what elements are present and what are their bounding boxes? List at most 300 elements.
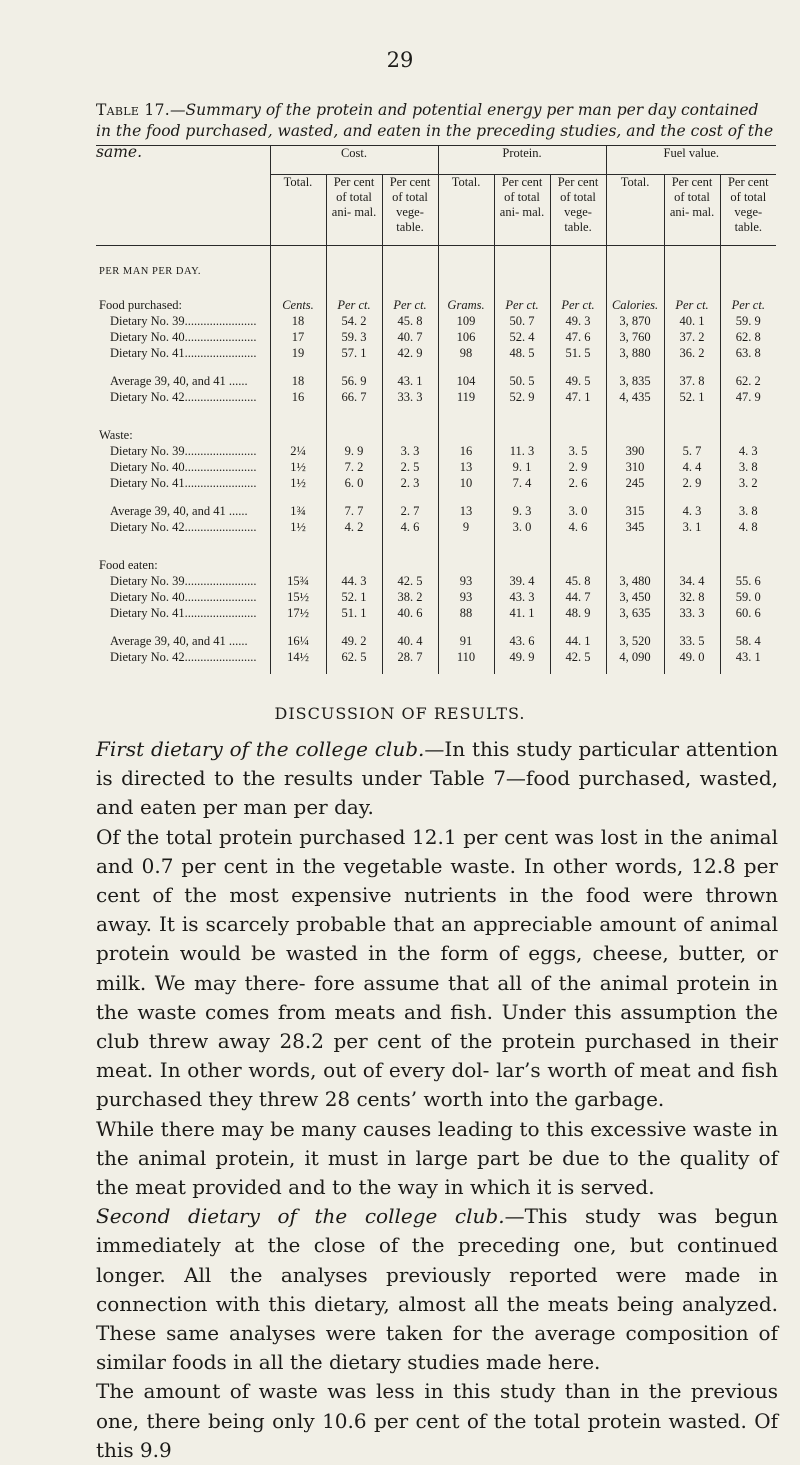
paragraph-text: Of the total protein purchased 12.1 per cent was lost in the animal and 0.7 per cent in the vegetable waste. In other words, 12.8 per cent of the most expensive nutrients in the food were thrown away. It is scarcely probable that an appreciable amount of animal protein would be wasted in the form of eggs, cheese, butter, or milk. We may there- fore assume that all of the animal protein in the waste comes from meats and fish. Under this assumption the club threw away 28.2 per cent of the protein purchased in their meat. In other words, out of every dol- lar’s worth of meat and fish purchased they threw 28 cents’ worth into the garbage. <box>96 824 778 1112</box>
table-cell: 2¼ <box>270 444 326 460</box>
table-cell: 16¼ <box>270 634 326 650</box>
table-cell: 4, 090 <box>606 650 664 666</box>
spacer-cell <box>606 536 664 558</box>
row-label: Dietary No. 41....................... <box>110 476 257 490</box>
table-cell: 28. 7 <box>382 650 438 666</box>
paragraph-lead: Second dietary of the college club. <box>96 1204 505 1229</box>
paragraph-text: While there may be many causes leading to this excessive waste in the animal protein, it must in large part be due to the quality of the meat provided and to the way in which it is served. <box>96 1116 778 1200</box>
table-cell: 49. 0 <box>664 650 720 666</box>
spacer-cell <box>494 492 550 504</box>
spacer-cell <box>550 428 606 444</box>
spacer-cell <box>382 536 438 558</box>
spacer-cell <box>270 246 326 267</box>
table-cell: 40. 1 <box>664 314 720 330</box>
table-cell: 4. 6 <box>382 520 438 536</box>
table-cell: 9. 1 <box>494 460 550 476</box>
table-cell: 66. 7 <box>326 390 382 406</box>
row-label: Dietary No. 41....................... <box>110 346 257 360</box>
table-cell: 104 <box>438 374 494 390</box>
table-cell: 44. 3 <box>326 574 382 590</box>
spacer-cell <box>606 492 664 504</box>
row-label: Dietary No. 42....................... <box>110 520 257 534</box>
spacer-cell <box>550 284 606 298</box>
table-cell: 2. 7 <box>382 504 438 520</box>
column-header: Per cent of total vege- table. <box>720 175 776 246</box>
spacer-cell <box>96 246 270 267</box>
table-cell: 43. 3 <box>494 590 550 606</box>
table-cell: 98 <box>438 346 494 362</box>
table-cell: 2. 9 <box>664 476 720 492</box>
table-cell: 59. 3 <box>326 330 382 346</box>
table-cell: 42. 5 <box>382 574 438 590</box>
table-cell: 4. 3 <box>664 504 720 520</box>
table-cell: 13 <box>438 460 494 476</box>
spacer-cell <box>606 406 664 428</box>
table-cell: 33. 3 <box>664 606 720 622</box>
spacer-cell <box>96 622 270 634</box>
table-cell: 60. 6 <box>720 606 776 622</box>
spacer-cell <box>382 362 438 374</box>
spacer-cell <box>720 362 776 374</box>
row-label: Average 39, 40, and 41 ...... <box>110 634 248 648</box>
table-cell: 310 <box>606 460 664 476</box>
spacer-cell <box>270 406 326 428</box>
table-cell: 390 <box>606 444 664 460</box>
row-label: Dietary No. 42....................... <box>110 650 257 664</box>
discussion-text <box>96 735 778 1465</box>
table-cell: 16 <box>270 390 326 406</box>
page-number: 29 <box>386 48 414 72</box>
spacer-cell <box>326 622 382 634</box>
table-cell: 3, 635 <box>606 606 664 622</box>
spacer-cell <box>326 492 382 504</box>
row-label: Dietary No. 42....................... <box>110 390 257 404</box>
table-cell: 110 <box>438 650 494 666</box>
spacer-cell <box>494 246 550 267</box>
spacer-cell <box>720 492 776 504</box>
spacer-cell <box>720 558 776 574</box>
spacer-cell <box>606 666 664 674</box>
group-header-fuel: Fuel value. <box>606 146 776 175</box>
table-cell: 3. 0 <box>494 520 550 536</box>
spacer-cell <box>438 246 494 267</box>
spacer-cell <box>550 362 606 374</box>
per-man-label: PER MAN PER DAY. <box>99 266 201 277</box>
spacer-cell <box>326 406 382 428</box>
table-body <box>96 246 776 675</box>
table-caption-label: Table 17. <box>96 101 170 119</box>
table-cell: 49. 5 <box>550 374 606 390</box>
table-cell: 39. 4 <box>494 574 550 590</box>
spacer-cell <box>720 666 776 674</box>
table-cell: 3, 760 <box>606 330 664 346</box>
spacer-cell <box>382 558 438 574</box>
paragraph-lead: First dietary of the college club. <box>96 737 425 761</box>
table-row <box>96 314 776 330</box>
section-title-row <box>96 558 776 574</box>
table-row <box>96 606 776 622</box>
spacer-cell <box>664 666 720 674</box>
table-cell: 44. 1 <box>550 634 606 650</box>
table-cell: 57. 1 <box>326 346 382 362</box>
row-label: Average 39, 40, and 41 ...... <box>110 504 248 518</box>
table-cell: 13 <box>438 504 494 520</box>
table-cell: 345 <box>606 520 664 536</box>
table-cell: 3, 835 <box>606 374 664 390</box>
table-cell: 47. 1 <box>550 390 606 406</box>
table-row <box>96 520 776 536</box>
spacer-cell <box>606 246 664 267</box>
unit-label: Cents. <box>270 298 326 314</box>
table-cell: 9. 3 <box>494 504 550 520</box>
table-cell: 88 <box>438 606 494 622</box>
spacer-cell <box>438 666 494 674</box>
unit-label: Grams. <box>438 298 494 314</box>
table-cell: 41. 1 <box>494 606 550 622</box>
row-label: Dietary No. 40....................... <box>110 590 257 604</box>
spacer-cell <box>438 266 494 284</box>
column-header: Total. <box>606 175 664 246</box>
table-cell: 10 <box>438 476 494 492</box>
table-row <box>96 504 776 520</box>
row-label: Average 39, 40, and 41 ...... <box>110 374 248 388</box>
table-cell: 43. 6 <box>494 634 550 650</box>
table-cell: 109 <box>438 314 494 330</box>
spacer-cell <box>438 622 494 634</box>
spacer-cell <box>720 246 776 267</box>
table-cell: 4. 6 <box>550 520 606 536</box>
unit-label: Per ct. <box>720 298 776 314</box>
spacer-row <box>96 406 776 428</box>
table-cell: 7. 7 <box>326 504 382 520</box>
spacer-cell <box>438 362 494 374</box>
table-cell: 59. 0 <box>720 590 776 606</box>
column-header: Total. <box>270 175 326 246</box>
table-cell: 58. 4 <box>720 634 776 650</box>
table-cell: 55. 6 <box>720 574 776 590</box>
spacer-cell <box>326 246 382 267</box>
spacer-cell <box>664 406 720 428</box>
section-heading: DISCUSSION OF RESULTS. <box>274 704 526 723</box>
unit-label: Calories. <box>606 298 664 314</box>
table-cell: 17 <box>270 330 326 346</box>
table-cell: 3. 1 <box>664 520 720 536</box>
table-cell: 2. 3 <box>382 476 438 492</box>
spacer-row <box>96 362 776 374</box>
paragraph <box>96 1115 778 1203</box>
spacer-cell <box>550 266 606 284</box>
table-cell: 3. 0 <box>550 504 606 520</box>
spacer-cell <box>326 284 382 298</box>
table-cell: 62. 5 <box>326 650 382 666</box>
column-header: Total. <box>438 175 494 246</box>
table-cell: 3, 450 <box>606 590 664 606</box>
table-cell: 119 <box>438 390 494 406</box>
spacer-cell <box>664 536 720 558</box>
column-header: Per cent of total ani- mal. <box>664 175 720 246</box>
spacer-cell <box>494 536 550 558</box>
table-cell: 52. 1 <box>664 390 720 406</box>
paragraph <box>96 823 778 1115</box>
spacer-cell <box>606 284 664 298</box>
table-cell: 52. 4 <box>494 330 550 346</box>
table-row <box>96 650 776 666</box>
table-row <box>96 330 776 346</box>
spacer-cell <box>494 266 550 284</box>
spacer-cell <box>96 536 270 558</box>
spacer-cell <box>606 428 664 444</box>
section-title-row <box>96 428 776 444</box>
table-row <box>96 390 776 406</box>
table-cell: 62. 8 <box>720 330 776 346</box>
spacer-cell <box>382 284 438 298</box>
column-header: Per cent of total ani- mal. <box>326 175 382 246</box>
summary-table <box>96 145 776 674</box>
row-label: Dietary No. 41....................... <box>110 606 257 620</box>
table-cell: 38. 2 <box>382 590 438 606</box>
spacer-row <box>96 246 776 267</box>
spacer-cell <box>438 536 494 558</box>
table-cell: 1½ <box>270 520 326 536</box>
spacer-row <box>96 492 776 504</box>
table-cell: 50. 5 <box>494 374 550 390</box>
table-cell: 4. 4 <box>664 460 720 476</box>
table-cell: 3. 8 <box>720 460 776 476</box>
table-cell: 54. 2 <box>326 314 382 330</box>
spacer-cell <box>550 246 606 267</box>
paragraph-text: The amount of waste was less in this study than in the previous one, there being only 10.6 per cent of the total protein wasted. Of this 9.9 <box>96 1379 778 1462</box>
spacer-cell <box>438 406 494 428</box>
table-cell: 5. 7 <box>664 444 720 460</box>
table-cell: 4, 435 <box>606 390 664 406</box>
table-cell: 44. 7 <box>550 590 606 606</box>
table-cell: 51. 1 <box>326 606 382 622</box>
table-cell: 45. 8 <box>382 314 438 330</box>
table-cell: 18 <box>270 314 326 330</box>
section-title: Food eaten: <box>99 558 158 572</box>
table-cell: 245 <box>606 476 664 492</box>
table-cell: 1¾ <box>270 504 326 520</box>
row-label: Dietary No. 40....................... <box>110 460 257 474</box>
table-cell: 33. 3 <box>382 390 438 406</box>
row-label: Dietary No. 39....................... <box>110 444 257 458</box>
table-cell: 4. 3 <box>720 444 776 460</box>
table-cell: 59. 9 <box>720 314 776 330</box>
spacer-cell <box>550 622 606 634</box>
table-cell: 37. 2 <box>664 330 720 346</box>
table-cell: 18 <box>270 374 326 390</box>
table-cell: 43. 1 <box>720 650 776 666</box>
spacer-cell <box>494 284 550 298</box>
table-cell: 2. 6 <box>550 476 606 492</box>
table-cell: 62. 2 <box>720 374 776 390</box>
table-cell: 51. 5 <box>550 346 606 362</box>
paragraph-text: —In this study particular attention is directed to the results under Table 7—food purchased, wasted, and eaten per man per day. <box>96 737 778 820</box>
table-cell: 43. 1 <box>382 374 438 390</box>
table-cell: 11. 3 <box>494 444 550 460</box>
spacer-cell <box>550 558 606 574</box>
table-cell: 48. 9 <box>550 606 606 622</box>
table-cell: 56. 9 <box>326 374 382 390</box>
spacer-cell <box>720 406 776 428</box>
spacer-cell <box>438 428 494 444</box>
spacer-cell <box>382 246 438 267</box>
table-cell: 3. 5 <box>550 444 606 460</box>
table-cell: 7. 4 <box>494 476 550 492</box>
spacer-cell <box>664 266 720 284</box>
table-cell: 4. 2 <box>326 520 382 536</box>
spacer-cell <box>326 666 382 674</box>
spacer-cell <box>494 406 550 428</box>
spacer-cell <box>664 428 720 444</box>
spacer-cell <box>720 536 776 558</box>
spacer-cell <box>326 428 382 444</box>
unit-label: Per ct. <box>550 298 606 314</box>
table-cell: 36. 2 <box>664 346 720 362</box>
spacer-cell <box>326 558 382 574</box>
table-cell: 91 <box>438 634 494 650</box>
spacer-cell <box>270 428 326 444</box>
unit-label: Per ct. <box>326 298 382 314</box>
table-cell: 49. 3 <box>550 314 606 330</box>
table-cell: 19 <box>270 346 326 362</box>
table-cell: 42. 9 <box>382 346 438 362</box>
table-row <box>96 460 776 476</box>
table-cell: 315 <box>606 504 664 520</box>
table-cell: 7. 2 <box>326 460 382 476</box>
section-title: Waste: <box>99 428 133 442</box>
column-header: Per cent of total ani- mal. <box>494 175 550 246</box>
spacer-cell <box>550 536 606 558</box>
table-cell: 34. 4 <box>664 574 720 590</box>
spacer-cell <box>270 362 326 374</box>
table-cell: 50. 7 <box>494 314 550 330</box>
spacer-cell <box>382 492 438 504</box>
table-cell: 3, 870 <box>606 314 664 330</box>
table-cell: 48. 5 <box>494 346 550 362</box>
spacer-cell <box>664 362 720 374</box>
table-cell: 15¾ <box>270 574 326 590</box>
spacer-cell <box>664 246 720 267</box>
unit-label: Per ct. <box>664 298 720 314</box>
spacer-row <box>96 284 776 298</box>
section-title-row <box>96 298 776 314</box>
table-cell: 93 <box>438 590 494 606</box>
spacer-cell <box>550 406 606 428</box>
table-cell: 49. 2 <box>326 634 382 650</box>
table-row <box>96 634 776 650</box>
spacer-cell <box>720 428 776 444</box>
spacer-cell <box>382 266 438 284</box>
table-cell: 93 <box>438 574 494 590</box>
paragraph <box>96 1377 778 1465</box>
row-label: Dietary No. 39....................... <box>110 314 257 328</box>
group-header-protein: Protein. <box>438 146 606 175</box>
spacer-cell <box>494 666 550 674</box>
spacer-cell <box>606 622 664 634</box>
spacer-row <box>96 536 776 558</box>
table-cell: 106 <box>438 330 494 346</box>
spacer-cell <box>606 362 664 374</box>
spacer-cell <box>494 558 550 574</box>
table-row <box>96 590 776 606</box>
table-cell: 63. 8 <box>720 346 776 362</box>
table-cell: 33. 5 <box>664 634 720 650</box>
table-cell: 3. 8 <box>720 504 776 520</box>
stub-header <box>96 146 270 246</box>
table-cell: 9. 9 <box>326 444 382 460</box>
spacer-cell <box>382 406 438 428</box>
spacer-cell <box>96 362 270 374</box>
paragraph <box>96 1202 778 1377</box>
table-cell: 3, 480 <box>606 574 664 590</box>
column-header: Per cent of total vege- table. <box>382 175 438 246</box>
table-row <box>96 476 776 492</box>
unit-label: Per ct. <box>494 298 550 314</box>
spacer-cell <box>494 362 550 374</box>
table-row <box>96 444 776 460</box>
table-cell: 14½ <box>270 650 326 666</box>
table-row <box>96 574 776 590</box>
spacer-cell <box>326 536 382 558</box>
column-header: Per cent of total vege- table. <box>550 175 606 246</box>
spacer-cell <box>96 666 270 674</box>
table-cell: 40. 6 <box>382 606 438 622</box>
spacer-row <box>96 666 776 674</box>
spacer-cell <box>606 266 664 284</box>
spacer-cell <box>270 622 326 634</box>
table-cell: 1½ <box>270 476 326 492</box>
spacer-cell <box>550 666 606 674</box>
spacer-cell <box>96 406 270 428</box>
paragraph-text: —This study was begun immediately at the close of the preceding one, but continued longer. All the analyses previously reported were made in connection with this dietary, almost all the meats being analyzed. These same analyses were taken for the average composition of similar foods in all the dietary studies made here. <box>96 1204 778 1375</box>
spacer-cell <box>382 666 438 674</box>
table-cell: 49. 9 <box>494 650 550 666</box>
section-title: Food purchased: <box>99 298 182 312</box>
table-cell: 40. 4 <box>382 634 438 650</box>
table-cell: 3. 3 <box>382 444 438 460</box>
table-cell: 47. 9 <box>720 390 776 406</box>
table-cell: 3, 880 <box>606 346 664 362</box>
spacer-cell <box>270 536 326 558</box>
spacer-cell <box>438 492 494 504</box>
spacer-cell <box>494 428 550 444</box>
table-cell: 37. 8 <box>664 374 720 390</box>
spacer-cell <box>438 284 494 298</box>
row-label: Dietary No. 39....................... <box>110 574 257 588</box>
spacer-cell <box>382 428 438 444</box>
table-cell: 3, 520 <box>606 634 664 650</box>
spacer-cell <box>550 492 606 504</box>
table-caption-text: —Summary of the protein and potential energy per man per day contained in the food purchased, wasted, and eaten in the preceding studies, and the cost of the same. <box>96 101 774 161</box>
paragraph <box>96 735 778 823</box>
row-label: Dietary No. 40....................... <box>110 330 257 344</box>
spacer-cell <box>438 558 494 574</box>
spacer-cell <box>382 622 438 634</box>
table-cell: 2. 5 <box>382 460 438 476</box>
spacer-cell <box>494 622 550 634</box>
spacer-cell <box>270 266 326 284</box>
spacer-cell <box>270 558 326 574</box>
table-cell: 4. 8 <box>720 520 776 536</box>
table-cell: 42. 5 <box>550 650 606 666</box>
spacer-cell <box>606 558 664 574</box>
table-cell: 6. 0 <box>326 476 382 492</box>
spacer-cell <box>96 492 270 504</box>
spacer-cell <box>664 492 720 504</box>
spacer-cell <box>326 266 382 284</box>
table-row <box>96 374 776 390</box>
